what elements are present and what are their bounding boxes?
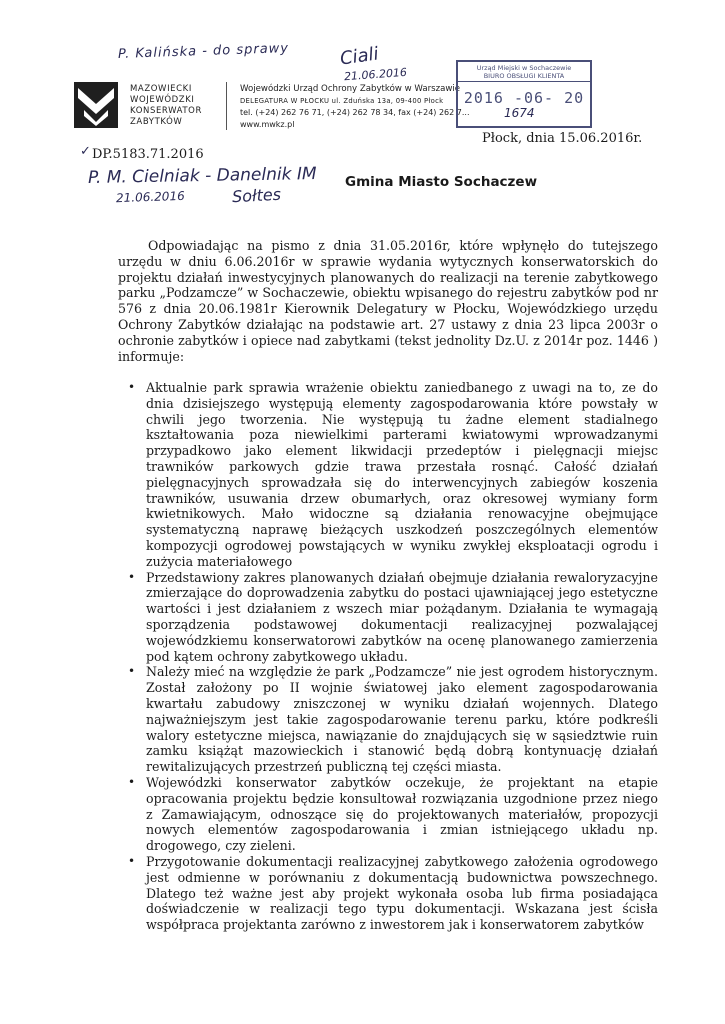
office-address-phone: tel. (+24) 262 76 71, (+24) 262 78 34, fax (+24) 262 7...	[240, 108, 470, 117]
list-item-text: Należy mieć na względzie że park „Podzamcze” nie jest ogrodem historycznym. Został założony po II wojnie światowej jako element zagospodarowania kwartału zabudowy zniszczonej w wyniku działań wojennych. Dlatego najważniejszym jest takie zagospodarowanie terenu parku, które podkreśli walory estetyczne miejsca, nawiązanie do znajdujących się w sąsiedztwie ruin zamku książąt mazowieckich i stanowić będą dobrą kontynuację działań rewitalizujących przestrzeń publiczną tej części miasta.	[146, 664, 658, 775]
office-address	[240, 84, 470, 130]
bullet-icon: •	[128, 853, 136, 868]
handwritten-date-top: 21.06.2016	[343, 65, 408, 84]
list-item	[128, 854, 658, 933]
office-name-line: MAZOWIECKI	[130, 84, 192, 94]
handwritten-receiver-date: 21.06.2016	[115, 188, 185, 206]
handwritten-note-top: P. Kalińska - do sprawy	[117, 41, 290, 62]
office-address-title: Wojewódzki Urząd Ochrony Zabytków w Warszawie	[240, 84, 461, 94]
bullet-icon: •	[128, 774, 136, 789]
stamp-line-1: Urząd Miejski w Sochaczewie	[476, 64, 572, 72]
place-date: Płock, dnia 15.06.2016r.	[482, 131, 643, 146]
office-address-web: www.mwkz.pl	[240, 119, 295, 129]
registry-stamp	[456, 60, 592, 128]
list-item-text: Wojewódzki konserwator zabytków oczekuje, że projektant na etapie opracowania projektu będzie konsultował rozwiązania uzgodnione przez niego z Zamawiającym, odnoszące się do projektowanych materiałów, propozycji nowych elementów zagospodarowania i zmian istniejącego układu np. drogowego, czy zieleni.	[146, 774, 658, 854]
stamp-line-2: BIURO OBSŁUGI KLIENTA	[458, 72, 590, 82]
case-number: DP.5183.71.2016	[92, 147, 204, 162]
handwritten-receiver-signature: Sołtes	[231, 184, 282, 207]
list-item-text: Przygotowanie dokumentacji realizacyjnej zabytkowego założenia ogrodowego jest odmienne w porównaniu z dokumentacją budownictwa powszechnego. Dlatego też ważne jest aby projekt wykonała osoba lub firma posiadająca doświadczenie w realizacji tego typu dokumentacji. Wskazana jest ścisła współpraca projektanta zarówno z inwestorem jak i konserwatorem zabytków	[146, 853, 658, 933]
office-address-branch: DELEGATURA W PŁOCKU ul. Zduńska 13a, 09-400 Płock	[240, 96, 444, 105]
office-name-line: WOJEWÓDZKI	[130, 95, 195, 105]
office-name-line: KONSERWATOR	[130, 106, 202, 116]
recipient: Gmina Miasto Sochaczew	[345, 174, 538, 190]
list-item	[128, 664, 658, 775]
header-divider	[226, 82, 227, 130]
bullet-icon: •	[128, 664, 136, 679]
letter-intro: Odpowiadając na pismo z dnia 31.05.2016r, które wpłynęło do tutejszego urzędu w dniu 6.06.2016r w sprawie wydania wytycznych konserwatorskich do projektu działań inwestycyjnych planowanych do realizacji na terenie zabytkowego parku „Podzamcze” w Sochaczewie, obiektu wpisanego do rejestru zabytków pod nr 576 z dnia 20.06.1981r Kierownik Delegatury w Płocku, Wojewódzkiego urzędu Ochrony Zabytków działając na podstawie art. 27 ustawy z dnia 23 lipca 2003r o ochronie zabytków i opiece nad zabytkami (tekst jednolity Dz.U. z 2014r poz. 1446 ) informuje:	[118, 238, 658, 364]
office-name	[130, 84, 202, 128]
list-item-text: Przedstawiony zakres planowanych działań obejmuje działania rewaloryzacyjne zmierzające do doprowadzenia zabytku do postaci ujawniającej jego estetyczne wartości i jest działaniem z wszech miar pożądanym. Działania te wymagają sporządzenia podstawowej dokumentacji realizacyjnej pozwalającej wojewódzkiemu konserwatorowi zabytków na ocenę planowanego zamierzenia pod kątem ochrony zabytkowego układu.	[146, 569, 658, 664]
office-name-line: ZABYTKÓW	[130, 117, 183, 127]
conservator-logo-icon	[74, 82, 118, 128]
bullet-icon: •	[128, 380, 136, 394]
list-item-text: Aktualnie park sprawia wrażenie obiektu zaniedbanego z uwagi na to, ze do dnia dzisiejszego występują elementy zagospodarowania które powstały w chwili jego tworzenia. Nie występują tu żadne element stadialnego kształtowania poza niewielkimi parterami kwiatowymi wprowadzanymi przypadkowo jako element likwidacji przedeptów i pielęgnacji miejsc trawników parkowych gdzie trawa przestała rosnąć. Całość działań pielęgnacyjnych sprowadzała się do interwencyjnych zabiegów koszenia trawników, usuwania drzew obumarłych, oraz okresowej wymiany form kwietnikowych. Mało widoczne są działania renowacyjne obejmujące systematyczną naprawę bieżących uszkodzeń poszczególnych elementów kompozycji ogrodowej powstających w wyniku zwykłej eksploatacji ogrodu i zużycia materiałowego	[146, 380, 658, 569]
stamp-date: 2016 -06- 20	[463, 89, 585, 107]
letter-body	[118, 238, 658, 364]
bullet-icon: •	[128, 569, 136, 584]
list-item	[128, 380, 658, 570]
check-mark-icon: ✓	[80, 144, 91, 159]
handwritten-receiver-note: P. M. Cielniak - Danelnik IM	[87, 164, 317, 188]
points-list	[128, 380, 658, 933]
list-item	[128, 570, 658, 665]
stamp-number: 1674	[504, 106, 535, 120]
list-item	[128, 775, 658, 854]
handwritten-signature-top: Ciali	[338, 43, 380, 70]
